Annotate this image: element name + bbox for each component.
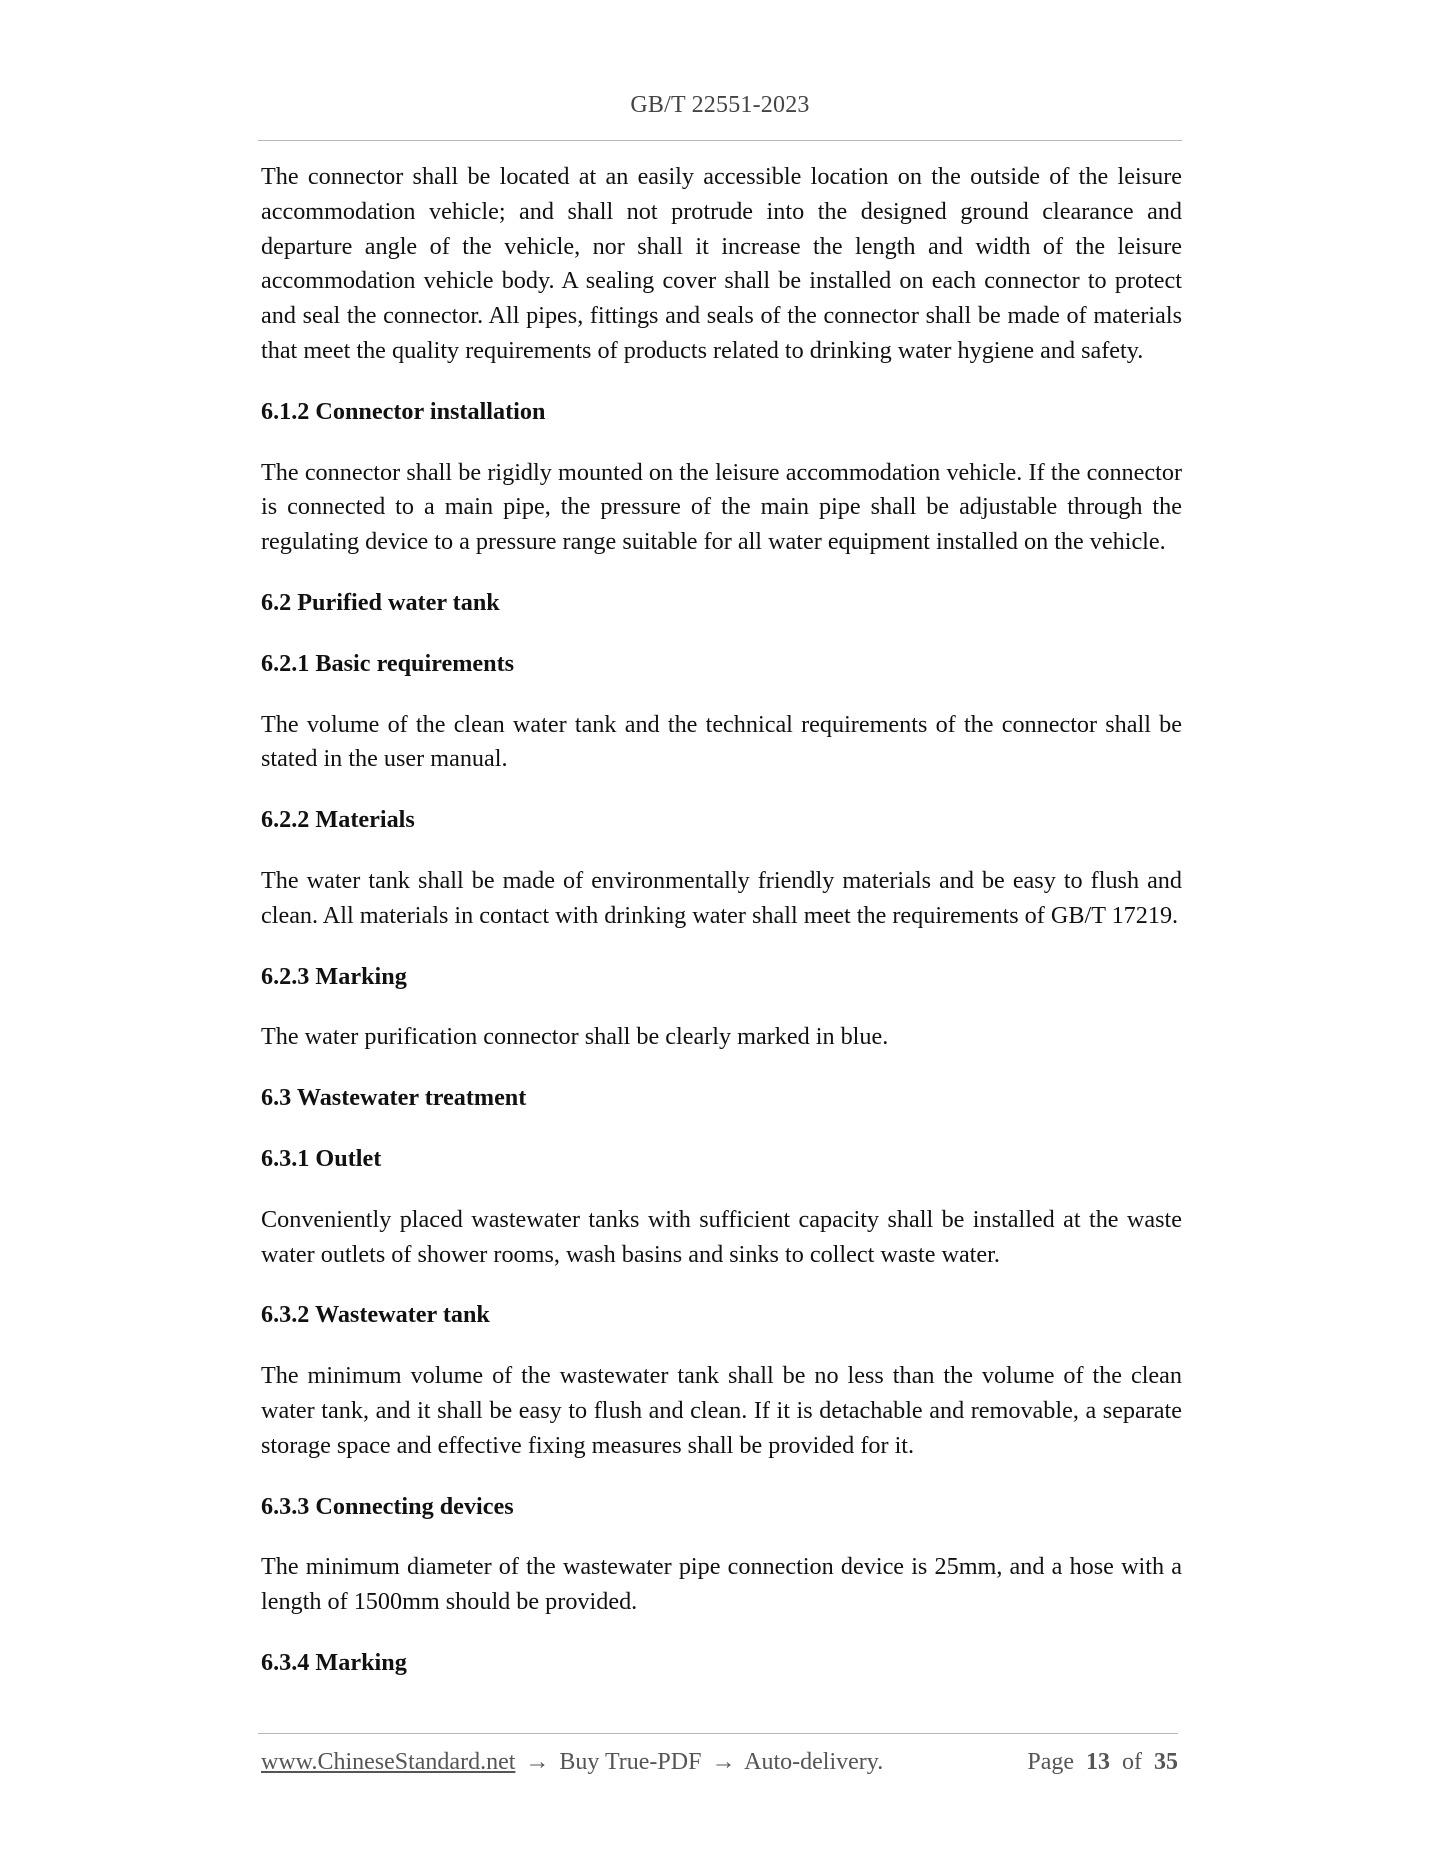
arrow-right-icon: → — [525, 1749, 550, 1775]
paragraph-marking-clean: The water purification connector shall be clearly marked in blue. — [261, 1023, 889, 1051]
heading-6-3-3: 6.3.3 Connecting devices — [261, 1492, 514, 1520]
paragraph-outlet: Conveniently placed wastewater tanks with sufficient capacity shall be installed at the waste water outlets of shower rooms, wash basins and sinks to collect waste water. — [261, 1205, 1182, 1268]
page-word: Page — [1027, 1749, 1074, 1775]
heading-6-2: 6.2 Purified water tank — [261, 588, 500, 616]
arrow-right-icon: → — [711, 1749, 736, 1775]
page-number — [1027, 1749, 1178, 1776]
document-body — [261, 160, 1182, 1707]
heading-6-2-3: 6.2.3 Marking — [261, 962, 407, 990]
page-total: 35 — [1154, 1749, 1178, 1775]
delivery-text: Auto-delivery. — [744, 1749, 884, 1775]
paragraph-connector-location: The connector shall be located at an easily accessible location on the outside of the leisure accommodation vehicle; and shall not protrude into the designed ground clearance and departure angle of the vehicle, nor shall it increase the length and width of the leisure accommodation vehicle body. A sealing cover shall be installed on each connector to protect and seal the connector. All pipes, fittings and seals of the connector shall be made of materials that meet the quality requirements of products related to drinking water hygiene and safety. — [261, 163, 1182, 364]
site-link[interactable]: www.ChineseStandard.net — [261, 1749, 516, 1775]
heading-6-2-2: 6.2.2 Materials — [261, 806, 415, 834]
page-header — [258, 92, 1182, 119]
heading-6-2-1: 6.2.1 Basic requirements — [261, 649, 515, 677]
document-code: GB/T 22551-2023 — [630, 92, 810, 118]
of-word: of — [1122, 1749, 1142, 1775]
heading-6-3: 6.3 Wastewater treatment — [261, 1084, 527, 1112]
heading-6-3-4: 6.3.4 Marking — [261, 1648, 407, 1676]
heading-6-3-2: 6.3.2 Wastewater tank — [261, 1301, 490, 1329]
paragraph-basic-requirements: The volume of the clean water tank and the technical requirements of the connector shall be stated in the user manual. — [261, 710, 1182, 773]
paragraph-connector-installation: The connector shall be rigidly mounted on the leisure accommodation vehicle. If the connector is connected to a main pipe, the pressure of the main pipe shall be adjustable through the regulating device to a pressure range suitable for all water equipment installed on the vehicle. — [261, 458, 1182, 556]
buy-text: Buy True-PDF — [559, 1749, 702, 1775]
footer-divider — [258, 1733, 1178, 1734]
heading-6-1-2: 6.1.2 Connector installation — [261, 397, 546, 425]
page-current: 13 — [1086, 1749, 1110, 1775]
paragraph-wastewater-tank: The minimum volume of the wastewater tank shall be no less than the volume of the clean water tank, and it shall be easy to flush and clean. If it is detachable and removable, a separate storage space and effective fixing measures shall be provided for it. — [261, 1362, 1182, 1459]
header-divider — [258, 140, 1182, 141]
paragraph-connecting-devices: The minimum diameter of the wastewater pipe connection device is 25mm, and a hose with a length of 1500mm should be provided. — [261, 1553, 1182, 1616]
footer-promo — [261, 1749, 883, 1776]
heading-6-3-1: 6.3.1 Outlet — [261, 1144, 382, 1172]
page-footer — [261, 1749, 1178, 1776]
paragraph-materials: The water tank shall be made of environmentally friendly materials and be easy to flush and clean. All materials in contact with drinking water shall meet the requirements of GB/T 17219. — [261, 866, 1182, 929]
